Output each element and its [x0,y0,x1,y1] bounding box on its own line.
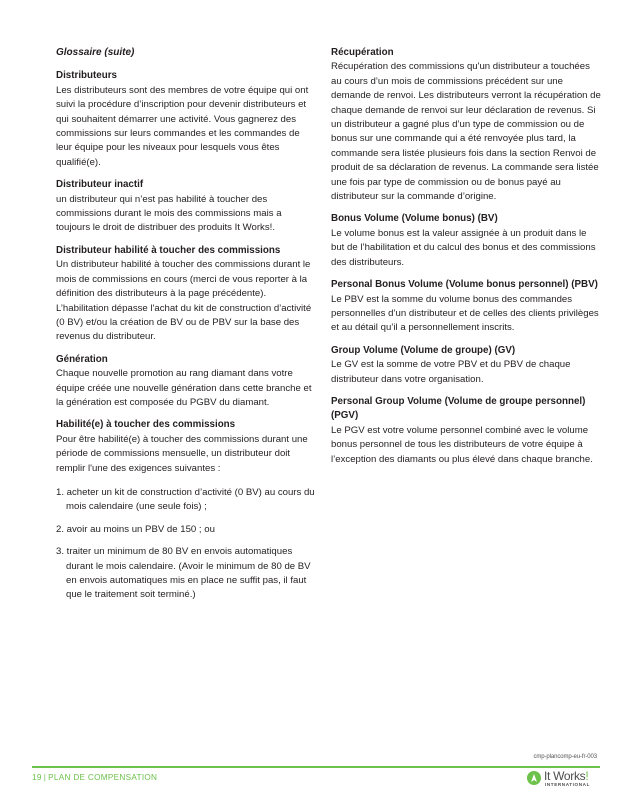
term: Personal Group Volume (Volume de groupe personnel) (PGV) [331,395,586,422]
term: Distributeur inactif [56,179,144,191]
requirement-item: 3. traiter un minimum de 80 BV en envois automatiques durant le mois calendaire. (Avoir le minimum de 80 de BV en envois automatiques mis en place ne suffit pas, il faut que le traitement soit terminé.) [56,546,311,601]
glossary-entry-distributeur-inactif [56,178,318,236]
requirements-list [56,486,318,603]
glossary-entry-generation [56,353,318,411]
requirement-item: 1. acheter un kit de construction d’activité (0 BV) au cours du mois calendaire (une seule fois) ; [56,486,315,513]
definition: Un distributeur habilité à toucher des commissions durant le mois de commissions en cours (merci de vous reporter à la définition des distributeurs à la page précédente). L’habilitation dépasse l'achat du kit de construction d’activité (0 BV) et/ou la création de BV ou de PBV sur la base des revenus du distributeur. [56,259,312,343]
footer-divider [32,766,600,768]
definition: Le GV est la somme de votre PBV et du PBV de chaque distributeur dans votre organisation. [331,359,571,385]
term: Distributeur habilité à toucher des commissions [56,244,281,256]
definition: Chaque nouvelle promotion au rang diamant dans votre équipe créée une nouvelle génération dans cette branche et la génération est composée du PGBV du diamant. [56,368,312,408]
glossary-title: Glossaire (suite) [56,47,135,58]
footer-separator: | [43,773,47,782]
it-works-logo-mark-icon [527,771,541,785]
glossary-entry-distributeur-habilite [56,244,318,345]
definition: Pour être habilité(e) à toucher des commissions durant une période de commissions mensuelle, un distributeur doit remplir l'une des exigences suivantes : [56,433,308,474]
term: Group Volume (Volume de groupe) (GV) [331,344,516,356]
term: Bonus Volume (Volume bonus) (BV) [331,213,498,225]
glossary-entry-recuperation [331,46,601,204]
logo-subtitle: INTERNATIONAL [545,782,590,787]
term: Récupération [331,47,394,58]
glossary-entry-pbv [331,278,601,336]
footer-page-label [32,773,157,782]
requirement-item: 2. avoir au moins un PBV de 150 ; ou [56,523,215,535]
term: Habilité(e) à toucher des commissions [56,419,236,431]
term: Distributeurs [56,70,117,82]
section-title: PLAN DE COMPENSATION [48,773,158,782]
glossary-entry-gv [331,344,601,387]
left-column [56,46,318,611]
term: Personal Bonus Volume (Volume bonus personnel) (PBV) [331,279,598,291]
definition: Récupération des commissions qu'un distributeur a touchées au cours d’un mois de commissions précédent sur une demande de renvoi. Les distributeurs verront la récupération de chaque demande de renvoi sur leur déclaration de revenus. Si un distributeur a gagné plus d’un type de commission ou de bonus sur une commande qui a été renvoyée plus tard, la commande sera listée plusieurs fois dans la section Renvoi de produit de sa déclaration de revenus. La commande sera listée une fois par type de commission ou de bonus payé au distributeur sur la commande d’origine. [331,61,601,203]
it-works-logo [527,770,599,788]
definition: Les distributeurs sont des membres de votre équipe qui ont suivi la procédure d’inscription pour devenir distributeurs et qui souhaitent démarrer une activité. Vous gagnerez des commissions sur leurs commandes et les commandes de leur équipe pour les niveaux pour lesquels vous êtes qualifié(e). [56,84,309,168]
logo-word: It Works [544,769,586,783]
logo-exclamation: ! [585,769,589,783]
definition: Le PGV est votre volume personnel combiné avec le volume bonus personnel de tous les distributeurs de votre équipe à l’exception des diamants ou plus élevé dans chaque branche. [331,424,593,465]
right-column [331,46,601,475]
definition: un distributeur qui n’est pas habilité à toucher des commissions durant le mois des commissions mais a toujours le droit de distribuer des produits It Works!. [56,193,282,234]
glossary-entry-distributeurs [56,69,318,170]
glossary-entry-pgv [331,395,601,467]
term: Génération [56,353,108,365]
glossary-entry-habilite-commissions [56,418,318,602]
definition: Le volume bonus est la valeur assignée à un produit dans le but de l’habilitation et du calcul des bonus et des commissions des distributeurs. [331,227,596,268]
document-code: cmp-plancomp-eu-fr-003 [533,754,597,760]
definition: Le PBV est la somme du volume bonus des commandes personnelles d’un distributeur et de celles des clients privilèges et au détail qu’il a personnellement inscrits. [331,293,599,334]
logo-wordmark [544,769,588,783]
glossary-entry-bv [331,212,601,270]
page-number: 19 [32,773,42,782]
